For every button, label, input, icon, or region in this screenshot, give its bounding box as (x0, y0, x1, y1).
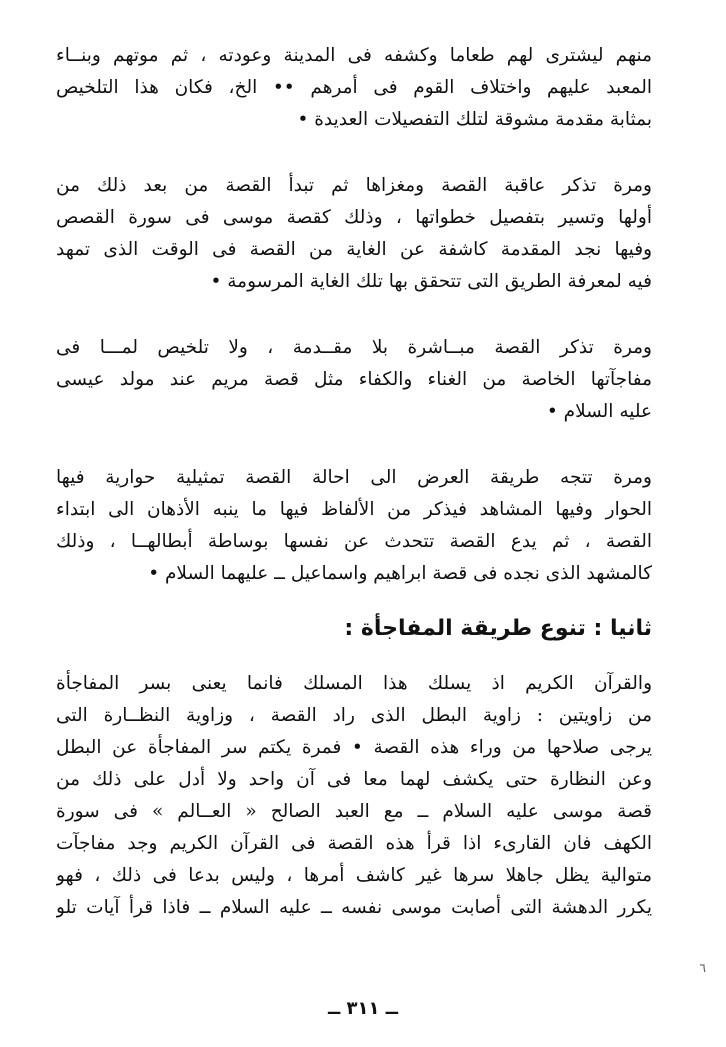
paragraph (56, 40, 652, 136)
paragraph (56, 668, 652, 924)
paragraph (56, 332, 652, 428)
text-line: الكهف فان القارىء اذا قرأ هذه القصة فى القرآن الكريم وجد مفاجآت (56, 833, 652, 854)
page-number: ــ ٣١١ ــ (327, 998, 399, 1019)
text-line: ومرة تتجه طريقة العرض الى احالة القصة تمثيلية حوارية فيها (56, 467, 652, 488)
paragraph-gap (56, 590, 652, 612)
text-line: ومرة تذكر عاقبة القصة ومغزاها ثم تبدأ القصة من بعد ذلك من (56, 175, 652, 196)
document-page (56, 40, 652, 1007)
corner-mark: ٦ (699, 961, 706, 975)
text-line: متوالية يظل جاهلا سرها غير كاشف أمرها ، وليس بدعا فى ذلك ، فهو (56, 865, 652, 886)
text-line: والقرآن الكريم اذ يسلك هذا المسلك فانما يعنى بسر المفاجأة (56, 673, 652, 694)
paragraph-gap (56, 298, 652, 332)
text-line: فيه لمعرفة الطريق التى تتحقق بها تلك الغاية المرسومة • (210, 271, 652, 292)
text-line: يكرر الدهشة التى أصابت موسى نفسه ــ عليه السلام ــ فاذا قرأ آيات تلو (56, 897, 652, 918)
text-line: ومرة تذكر القصة مبــاشرة بلا مقــدمة ، ولا تلخيص لمـــا فى (56, 337, 652, 358)
section-heading: ثانيا : تنوع طريقة المفاجأة : (344, 616, 652, 641)
text-line: المعبد عليهم واختلاف القوم فى أمرهم •• الخ، فكان هذا التلخيص (56, 77, 652, 98)
text-line: منهم ليشترى لهم طعاما وكشفه فى المدينة وعودته ، ثم موتهم وبنــاء (56, 45, 652, 66)
text-line: وعن النظارة حتى يكشف لهما معا فى آن واحد ولا أدل على ذلك من (56, 769, 652, 790)
text-line: أولها وتسير بتفصيل خطواتها ، وذلك كقصة موسى فى سورة القصص (56, 207, 652, 228)
paragraph (56, 170, 652, 298)
paragraph-gap (56, 646, 652, 668)
text-line: عليه السلام • (546, 401, 652, 422)
text-line: يرجى صلاحها من وراء هذه القصة • فمرة يكتم سر المفاجأة عن البطل (56, 737, 652, 758)
text-line: من زاويتين : زاوية البطل الذى راد القصة ، وزاوية النظــارة التى (56, 705, 652, 726)
paragraph-gap (56, 428, 652, 462)
paragraph-gap (56, 136, 652, 170)
text-line: مفاجآتها الخاصة من الغناء والكفاء مثل قصة مريم عند مولد عيسى (56, 369, 652, 390)
text-line: قصة موسى عليه السلام ــ مع العبد الصالح « العــالم » فى سورة (56, 801, 652, 822)
text-line: وفيها نجد المقدمة كاشفة عن الغاية من القصة فى الوقت الذى تمهد (56, 239, 652, 260)
text-line: الحوار وفيها المشاهد فيذكر من الألفاظ فيها ما ينبه الأذهان الى ابتداء (56, 499, 652, 520)
paragraph (56, 462, 652, 590)
text-line: كالمشهد الذى نجده فى قصة ابراهيم واسماعيل ــ عليهما السلام • (148, 563, 652, 584)
text-line: بمثابة مقدمة مشوقة لتلك التفصيلات العديدة • (297, 109, 652, 130)
text-line: القصة ، ثم يدع القصة تتحدث عن نفسها بوساطة أبطالهــا ، وذلك (56, 531, 652, 552)
